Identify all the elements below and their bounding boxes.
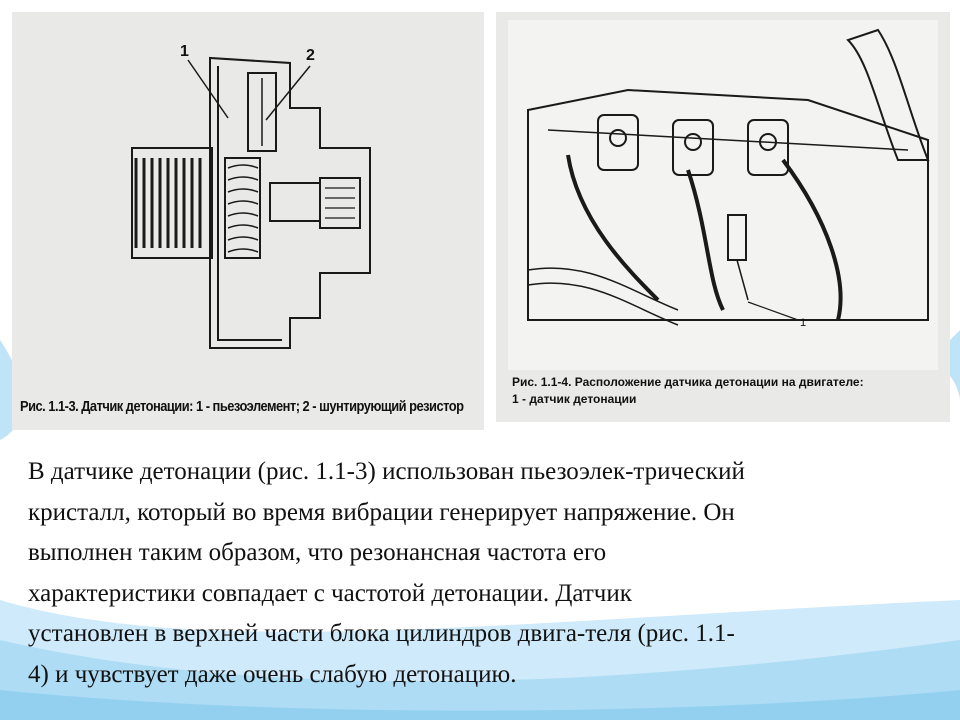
paragraph-line: 4) и чувствует даже очень слабую детонацию. <box>28 660 517 688</box>
figure-caption-left: Рис. 1.1-3. Датчик детонации: 1 - пьезоэлемент; 2 - шунтирующий резистор <box>20 398 464 415</box>
engine-drawing <box>508 20 938 370</box>
figure-knock-sensor-section <box>12 12 484 430</box>
figure-engine-sensor-location <box>496 12 950 422</box>
paragraph-line: установлен в верхней части блока цилиндров двига-теля (рис. 1.1- <box>28 620 735 647</box>
paragraph-line: выполнен таким образом, что резонансная частота его <box>28 539 607 566</box>
body-paragraph <box>28 452 940 695</box>
paragraph-line: характеристики совпадает с частотой детонации. Датчик <box>28 579 632 607</box>
callout-2: 2 <box>306 47 315 64</box>
callout-1: 1 <box>180 43 189 60</box>
paragraph-line: кристалл, который во время вибрации генерирует напряжение. Он <box>28 498 735 526</box>
paragraph-line: В датчике детонации (рис. 1.1-3) использован пьезоэлек-трический <box>28 458 745 485</box>
knock-sensor-drawing <box>20 18 478 396</box>
caption-line: Рис. 1.1-4. Расположение датчика детонации на двигателе: <box>512 375 864 389</box>
figure-caption-right <box>512 374 864 408</box>
caption-line: 1 - датчик детонации <box>512 392 637 406</box>
callout-1-right: 1 <box>800 317 807 329</box>
